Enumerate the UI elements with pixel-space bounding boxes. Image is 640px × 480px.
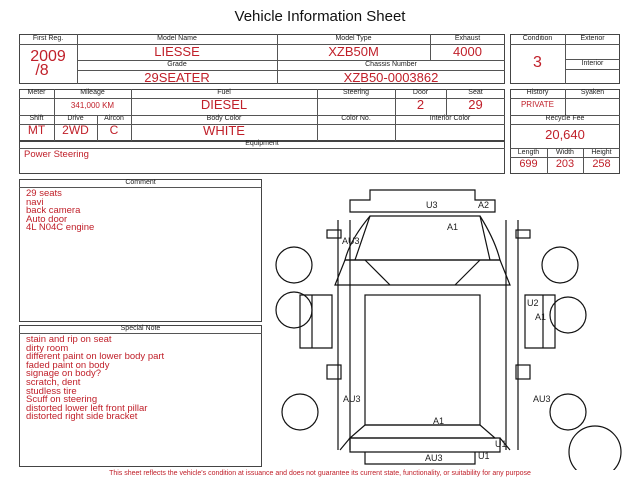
right-side-outline [506, 220, 518, 450]
mileage-label: Mileage [80, 89, 105, 96]
damage-mark-u2-right: U2 [527, 298, 539, 308]
special-note-list [26, 336, 164, 422]
damage-mark-au3-left-top: AU3 [342, 236, 360, 246]
seat-label: Seat [468, 89, 483, 96]
page-title: Vehicle Information Sheet [234, 8, 406, 25]
list-item: stain and rip on seat [26, 334, 112, 345]
damage-mark-a2-top: A2 [478, 200, 490, 210]
door-label: Door [412, 89, 429, 96]
width-value: 203 [555, 158, 575, 170]
chassis-number-value: XZB50-0003862 [343, 70, 439, 85]
condition-label: Condition [522, 35, 553, 42]
list-item: different paint on lower body part [26, 351, 165, 363]
left-mirror-top [327, 230, 341, 238]
list-item: dirty room [26, 342, 69, 354]
left-side-outline [338, 220, 350, 450]
hood-outline [335, 260, 510, 285]
interior-label: Interior [581, 60, 604, 67]
interior-color-label: Interior Color [429, 115, 471, 122]
left-rear-panel [300, 295, 332, 348]
color-no-label: Color No. [341, 115, 371, 122]
mileage-value: 341,000 KM [70, 101, 115, 110]
grade-value: 29SEATER [144, 70, 210, 85]
wheel-front-right [542, 247, 578, 283]
drive-label: Drive [67, 115, 84, 122]
steering-label: Steering [342, 89, 370, 96]
chassis-number-label: Chassis Number [365, 61, 417, 68]
roof-outline [365, 295, 480, 425]
width-label: Width [556, 149, 574, 156]
damage-mark-a1-right: A1 [535, 312, 547, 322]
rear-lights [340, 438, 510, 450]
damage-mark-a1-bottom: A1 [433, 416, 445, 426]
wheel-front-left [276, 247, 312, 283]
list-item: scratch, dent [26, 376, 81, 388]
model-name-label: Model Name [157, 35, 197, 42]
door-value: 2 [416, 97, 425, 112]
recycle-fee-label: Recycle Fee [545, 115, 585, 122]
height-value: 258 [592, 158, 611, 170]
spare-tire [569, 426, 621, 470]
damage-mark-au3-bottom: AU3 [425, 453, 443, 463]
condition-value: 3 [533, 54, 542, 71]
body-color-label: Body Color [206, 115, 242, 122]
list-item: faded paint on body [26, 359, 110, 371]
wheel-rear-right [550, 394, 586, 430]
list-item: distorted lower left front pillar [26, 402, 148, 414]
wheel-rear-left [282, 394, 318, 430]
list-item: Auto door [26, 213, 68, 225]
model-type-value: XZB50M [328, 44, 379, 59]
exterior-label: Exterior [580, 35, 605, 42]
damage-mark-u1-bottom-a: U1 [495, 439, 507, 449]
list-item: 4L N04C engine [26, 222, 95, 234]
exhaust-value: 4000 [453, 44, 482, 59]
model-type-label: Model Type [335, 35, 372, 42]
list-item: distorted right side bracket [26, 411, 138, 423]
history-label: History [526, 89, 549, 96]
front-panel-lines [355, 216, 490, 285]
first-reg-label: First Reg. [32, 35, 64, 42]
comment-label: Comment [125, 179, 156, 186]
comment-list [26, 190, 94, 233]
first-reg-month: /8 [35, 62, 49, 79]
grade-label: Grade [167, 61, 187, 68]
list-item: studless tire [26, 385, 77, 397]
list-item: 29 seats [26, 188, 62, 199]
height-label: Height [591, 149, 612, 156]
list-item: signage on body? [26, 368, 102, 380]
body-color-value: WHITE [203, 123, 245, 138]
drive-value: 2WD [62, 123, 89, 137]
list-item: back camera [26, 205, 81, 217]
rear-window-outline [350, 425, 495, 438]
length-label: Length [517, 149, 540, 156]
shift-label: Shift [29, 115, 44, 122]
equipment-value: Power Steering [24, 149, 89, 160]
history-value: PRIVATE [520, 100, 555, 109]
seat-value: 29 [468, 97, 483, 112]
list-item: navi [26, 196, 44, 208]
damage-mark-u3-top: U3 [426, 200, 438, 210]
damage-mark-au3-right-bottom: AU3 [533, 394, 551, 404]
exhaust-label: Exhaust [454, 35, 481, 42]
length-value: 699 [519, 158, 538, 170]
damage-mark-au3-left-bottom: AU3 [343, 394, 361, 404]
shift-value: MT [27, 123, 46, 137]
left-step-top [327, 365, 341, 379]
model-name-value: LIESSE [154, 44, 200, 59]
special-note-label: Special Note [120, 325, 161, 332]
disclaimer-footer: This sheet reflects the vehicle's condition at issuance and does not guarantee its current state, functionality, or suitability for any purpose [109, 470, 531, 477]
aircon-value: C [109, 123, 119, 137]
wheel-middle-left [276, 292, 312, 328]
fuel-value: DIESEL [200, 97, 248, 112]
aircon-label: Aircon [104, 115, 124, 122]
front-bumper-outline [350, 190, 495, 212]
list-item: Scuff on steering [26, 394, 98, 406]
damage-mark-u1-bottom-b: U1 [478, 451, 490, 461]
syaken-label: Syaken [580, 89, 605, 96]
first-reg-year: 2009 [30, 48, 66, 65]
fuel-label: Fuel [217, 89, 231, 96]
damage-mark-a1-top: A1 [447, 222, 459, 232]
equipment-label: Equipment [245, 140, 279, 147]
meter-label: Meter [27, 89, 46, 96]
recycle-fee-value: 20,640 [545, 127, 585, 142]
